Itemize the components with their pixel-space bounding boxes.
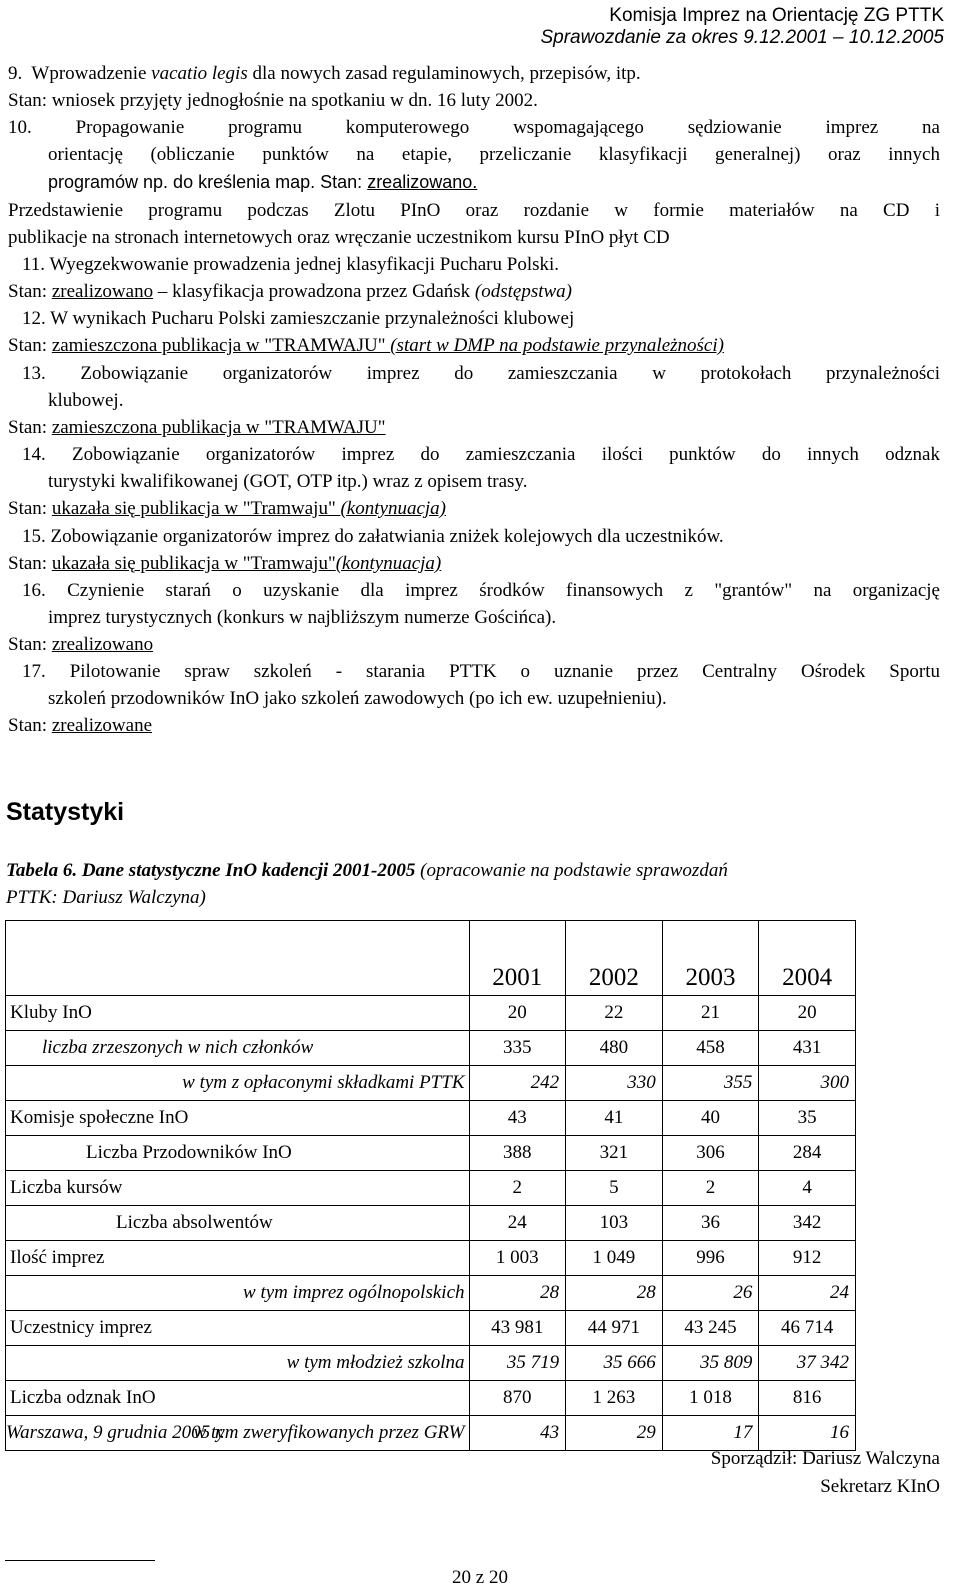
signer-role: Sekretarz KInO: [820, 1476, 940, 1497]
item-15: 15. Zobowiązanie organizatorów imprez do załatwiania zniżek kolejowych dla uczestników.: [22, 526, 724, 547]
table-row: Uczestnicy imprez 43 981 44 971 43 245 46 714: [6, 1311, 856, 1346]
section-heading: Statystyki: [6, 798, 125, 826]
year-header: 2001: [469, 921, 566, 996]
table-row: Liczba Przodowników InO 388 321 306 284: [6, 1136, 856, 1171]
table-row: w tym młodzież szkolna 35 719 35 666 35 809 37 342: [6, 1346, 856, 1381]
item-10-line5: publikacje na stronach internetowych oraz wręczanie uczestnikom kursu PInO płyt CD: [8, 227, 670, 248]
table-row: w tym imprez ogólnopolskich 28 28 26 24: [6, 1276, 856, 1311]
item-9-status: Stan: wniosek przyjęty jednogłośnie na spotkaniu w dn. 16 luty 2002.: [8, 90, 538, 111]
table-row: w tym z opłaconymi składkami PTTK 242 330 355 300: [6, 1066, 856, 1101]
item-11-status: Stan: zrealizowano – klasyfikacja prowadzona przez Gdańsk (odstępstwa): [8, 281, 573, 302]
stats-table: [5, 920, 856, 1451]
year-header: 2003: [662, 921, 759, 996]
item-15-status: Stan: ukazała się publikacja w "Tramwaju"(kontynuacja): [8, 553, 442, 574]
item-16-line2: imprez turystycznych (konkurs w najbliższym numerze Gościńca).: [48, 607, 557, 628]
item-14-line1: 14. Zobowiązanie organizatorów imprez do zamieszczania ilości punktów do innych odznak: [22, 444, 940, 465]
table-row: Liczba odznak InO 870 1 263 1 018 816: [6, 1381, 856, 1416]
item-10-line4: Przedstawienie programu podczas Zlotu PInO oraz rozdanie w formie materiałów na CD i: [8, 200, 940, 221]
table-row: liczba zrzeszonych w nich członków 335 480 458 431: [6, 1031, 856, 1066]
table-row: Kluby InO 20 22 21 20: [6, 996, 856, 1031]
header-org: Komisja Imprez na Orientację ZG PTTK: [609, 5, 944, 26]
page-header: [540, 5, 944, 49]
item-13-line1: 13. Zobowiązanie organizatorów imprez do zamieszczania w protokołach przynależności: [22, 363, 940, 384]
table-caption-line2: PTTK: Dariusz Walczyna): [6, 887, 206, 908]
item-11: 11. Wyegzekwowanie prowadzenia jednej klasyfikacji Pucharu Polski.: [22, 254, 560, 275]
footer-rule: [5, 1560, 155, 1561]
item-13-line2: klubowej.: [48, 390, 124, 411]
item-9: 9. Wprowadzenie vacatio legis dla nowych zasad regulaminowych, przepisów, itp.: [8, 63, 641, 84]
page-number: 20 z 20: [452, 1567, 508, 1588]
item-17-line2: szkoleń przodowników InO jako szkoleń zawodowych (po ich ew. uzupełnieniu).: [48, 688, 667, 709]
item-14-line2: turystyki kwalifikowanej (GOT, OTP itp.) wraz z opisem trasy.: [48, 471, 528, 492]
table-header-row: [6, 921, 856, 996]
item-13-status: Stan: zamieszczona publikacja w "TRAMWAJU": [8, 417, 386, 438]
item-10-line2: orientację (obliczanie punktów na etapie, przeliczanie klasyfikacji generalnej) oraz innych: [48, 144, 940, 165]
table-caption: Tabela 6. Dane statystyczne InO kadencji 2001-2005 (opracowanie na podstawie sprawozdań: [6, 860, 728, 881]
table-row: Liczba kursów 2 5 2 4: [6, 1171, 856, 1206]
item-12-status: Stan: zamieszczona publikacja w "TRAMWAJU" (start w DMP na podstawie przynależności): [8, 335, 724, 356]
item-16-status: Stan: zrealizowano: [8, 634, 154, 655]
item-14-status: Stan: ukazała się publikacja w "Tramwaju" (kontynuacja): [8, 498, 446, 519]
header-empty-cell: [6, 921, 470, 996]
table-row: Ilość imprez 1 003 1 049 996 912: [6, 1241, 856, 1276]
table-row: w tym zweryfikowanych przez GRW 43 29 17 16: [6, 1416, 856, 1451]
item-10-line3: programów np. do kreślenia map. Stan: zrealizowano.: [48, 172, 478, 192]
item-17-status: Stan: zrealizowane: [8, 715, 153, 736]
year-header: 2004: [759, 921, 856, 996]
table-row: Komisje społeczne InO 43 41 40 35: [6, 1101, 856, 1136]
year-header: 2002: [566, 921, 663, 996]
item-17-line1: 17. Pilotowanie spraw szkoleń - starania PTTK o uznanie przez Centralny Ośrodek Sportu: [22, 661, 940, 682]
status-done: zrealizowano.: [367, 172, 478, 192]
table-row: Liczba absolwentów 24 103 36 342: [6, 1206, 856, 1241]
item-16-line1: 16. Czynienie starań o uzyskanie dla imprez środków finansowych z "grantów" na organizację: [22, 580, 940, 601]
place-date: Warszawa, 9 grudnia 2005 r.: [6, 1422, 225, 1443]
item-10-line1: 10. Propagowanie programu komputerowego wspomagającego sędziowanie imprez na: [8, 117, 940, 138]
prepared-by: Sporządził: Dariusz Walczyna: [710, 1448, 940, 1469]
item-12: 12. W wynikach Pucharu Polski zamieszczanie przynależności klubowej: [22, 308, 575, 329]
header-period: Sprawozdanie za okres 9.12.2001 – 10.12.2005: [540, 27, 944, 48]
